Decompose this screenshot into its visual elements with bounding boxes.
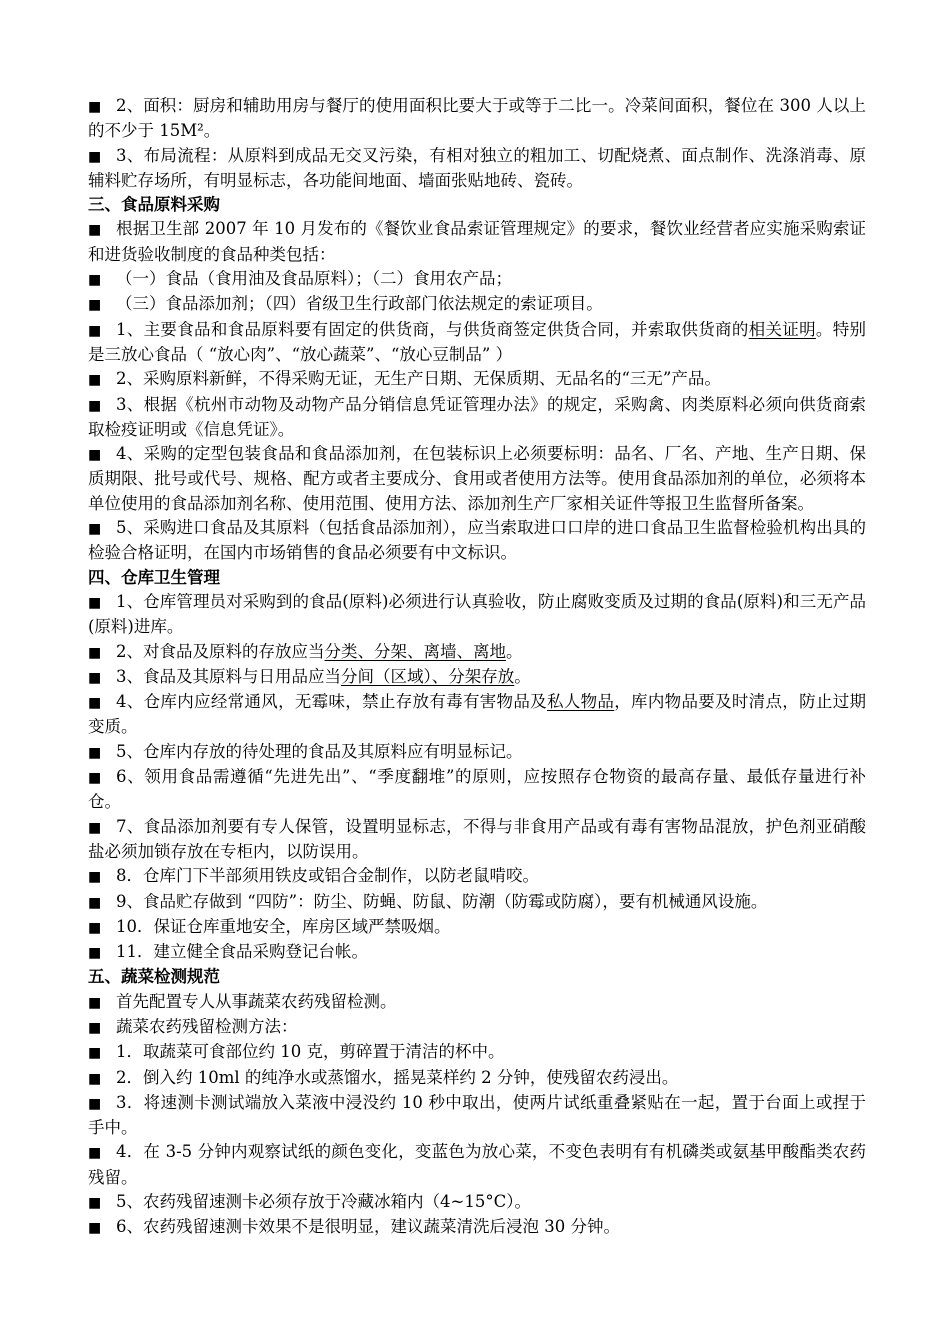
bullet-paragraph	[88, 367, 866, 392]
paragraph-text: 4、采购的定型包装食品和食品添加剂，在包装标识上必须要标明：品名、厂名、产地、生产日期、保质期限、批号或代号、规格、配方或者主要成分、食用或者使用方法等。使用食品添加剂的单位，必须将本单位使用的食品添加剂名称、使用范围、使用方法、添加剂生产厂家相关证件等报卫生监督所备案。	[88, 444, 866, 513]
square-bullet-icon: ■	[88, 695, 102, 712]
square-bullet-icon: ■	[88, 322, 102, 339]
bullet-paragraph	[88, 1140, 866, 1190]
bullet-paragraph	[88, 292, 866, 317]
paragraph-text: 7、食品添加剂要有专人保管，设置明显标志，不得与非食用产品或有毒有害物品混放，护色剂亚硝酸盐必须加锁存放在专柜内，以防误用。	[88, 816, 866, 861]
paragraph-text: 5、仓库内存放的待处理的食品及其原料应有明显标记。	[116, 741, 523, 761]
paragraph-text: 2、采购原料新鲜，不得采购无证，无生产日期、无保质期、无品名的“三无”产品。	[116, 369, 721, 389]
bullet-paragraph	[88, 217, 866, 267]
square-bullet-icon: ■	[88, 521, 102, 538]
square-bullet-icon: ■	[88, 919, 102, 936]
square-bullet-icon: ■	[88, 869, 102, 886]
paragraph-text: 根据卫生部 2007 年 10 月发布的《餐饮业食品索证管理规定》的要求，餐饮业经营者应实施采购索证和进货验收制度的食品种类包括：	[88, 219, 866, 264]
bullet-paragraph	[88, 1215, 866, 1240]
square-bullet-icon: ■	[88, 1019, 102, 1036]
bullet-paragraph	[88, 590, 866, 640]
square-bullet-icon: ■	[88, 594, 102, 611]
paragraph-text: 首先配置专人从事蔬菜农药残留检测。	[116, 991, 397, 1011]
square-bullet-icon: ■	[88, 148, 102, 165]
bullet-paragraph	[88, 665, 866, 690]
paragraph-text: 6、农药残留速测卡效果不是很明显，建议蔬菜清洗后浸泡 30 分钟。	[116, 1217, 620, 1237]
paragraph-text: 1、仓库管理员对采购到的食品(原料)必须进行认真验收，防止腐败变质及过期的食品(原料)和三无产品(原料)进库。	[88, 591, 866, 637]
bullet-paragraph	[88, 1066, 866, 1091]
square-bullet-icon: ■	[88, 297, 102, 314]
paragraph-text: 3、根据《杭州市动物及动物产品分销信息凭证管理办法》的规定，采购禽、肉类原料必须向供货商索取检疫证明或《信息凭证》。	[88, 394, 866, 439]
square-bullet-icon: ■	[88, 644, 102, 661]
section-heading: 三、食品原料采购	[88, 195, 220, 215]
square-bullet-icon: ■	[88, 397, 102, 414]
paragraph-text: （三）食品添加剂；（四）省级卫生行政部门依法规定的索证项目。	[116, 294, 603, 314]
square-bullet-icon: ■	[88, 770, 102, 787]
paragraph-text: 10．保证仓库重地安全，库房区域严禁吸烟。	[116, 916, 451, 936]
bullet-paragraph	[88, 915, 866, 940]
paragraph-text: 2、对食品及原料的存放应当	[116, 641, 325, 661]
paragraph-text: 4．在 3-5 分钟内观察试纸的颜色变化，变蓝色为放心菜，不变色表明有有机磷类或氨基甲酸酯类农药残留。	[88, 1142, 866, 1187]
square-bullet-icon: ■	[88, 99, 102, 115]
bullet-paragraph	[88, 94, 866, 144]
bullet-paragraph	[88, 890, 866, 915]
paragraph-text: 3、食品及其原料与日用品应当	[116, 666, 341, 686]
paragraph-text: 3．将速测卡测试端放入菜液中浸没约 10 秒中取出，使两片试纸重叠紧贴在一起，置于台面上或捏于手中。	[88, 1092, 866, 1138]
paragraph-text: 4、仓库内应经常通风，无霉味，禁止存放有毒有害物品及	[116, 692, 547, 712]
square-bullet-icon: ■	[88, 1145, 102, 1162]
square-bullet-icon: ■	[88, 945, 102, 962]
paragraph-text: 9、食品贮存做到 “四防”：防尘、防蝇、防鼠、防潮（防霉或防腐），要有机械通风设施。	[116, 891, 768, 911]
bullet-paragraph	[88, 765, 866, 815]
bullet-paragraph	[88, 990, 866, 1015]
square-bullet-icon: ■	[88, 272, 102, 289]
section-heading: 五、蔬菜检测规范	[88, 967, 220, 987]
bullet-paragraph	[88, 740, 866, 765]
paragraph-text: 2．倒入约 10ml 的纯净水或蒸馏水，摇晃菜样约 2 分钟，使残留农药浸出。	[116, 1067, 679, 1087]
paragraph-text: 蔬菜农药残留检测方法：	[116, 1016, 298, 1036]
paragraph-text: 1、主要食品和食品原料要有固定的供货商，与供货商签定供货合同，并索取供货商的	[116, 319, 749, 339]
bullet-paragraph	[88, 318, 866, 368]
square-bullet-icon: ■	[88, 1220, 102, 1237]
bullet-paragraph	[88, 144, 866, 194]
square-bullet-icon: ■	[88, 1195, 102, 1212]
underlined-text: 分类、分架、离墙、离地	[324, 641, 506, 661]
paragraph-text: 。	[506, 641, 523, 661]
square-bullet-icon: ■	[88, 1045, 102, 1062]
paragraph-text: 2、面积：厨房和辅助用房与餐厅的使用面积比要大于或等于二比一。冷菜间面积，餐位在 300 人以上的不少于 15M²。	[88, 96, 866, 141]
paragraph-text: 6、领用食品需遵循“先进先出”、“季度翻堆”的原则，应按照存仓物资的最高存量、最低存量进行补仓。	[88, 767, 866, 812]
bullet-paragraph	[88, 1040, 866, 1065]
bullet-paragraph	[88, 864, 866, 889]
square-bullet-icon: ■	[88, 819, 102, 836]
bullet-paragraph	[88, 815, 866, 865]
bullet-paragraph	[88, 1015, 866, 1040]
square-bullet-icon: ■	[88, 669, 102, 686]
bullet-paragraph	[88, 940, 866, 965]
bullet-paragraph	[88, 690, 866, 740]
paragraph-text: 。	[514, 666, 531, 686]
paragraph-text: ，库内物品要及时清点，防止过期变质。	[88, 692, 867, 737]
square-bullet-icon: ■	[88, 1070, 102, 1087]
bullet-paragraph	[88, 1091, 866, 1141]
bullet-paragraph	[88, 393, 866, 443]
bullet-paragraph	[88, 267, 866, 292]
paragraph-text: 。特别是三放心食品（ “放心肉”、“放心蔬菜”、“放心豆制品” ）	[88, 319, 867, 364]
paragraph-text: 8．仓库门下半部须用铁皮或铝合金制作，以防老鼠啃咬。	[116, 866, 539, 886]
square-bullet-icon: ■	[88, 372, 102, 389]
section-heading: 四、仓库卫生管理	[88, 567, 220, 587]
bullet-paragraph	[88, 442, 866, 516]
paragraph-text: （一）食品（食用油及食品原料）；（二）食用农产品；	[116, 269, 512, 289]
bullet-paragraph	[88, 516, 866, 566]
bullet-paragraph	[88, 640, 866, 665]
underlined-text: 相关证明	[748, 319, 816, 339]
underlined-text: 分间（区域）、分架存放	[341, 666, 515, 686]
document-body	[88, 94, 866, 1241]
square-bullet-icon: ■	[88, 222, 102, 239]
square-bullet-icon: ■	[88, 994, 102, 1011]
square-bullet-icon: ■	[88, 744, 102, 761]
underlined-text: 私人物品	[546, 692, 615, 712]
square-bullet-icon: ■	[88, 1095, 102, 1112]
square-bullet-icon: ■	[88, 894, 102, 911]
paragraph-text: 11．建立健全食品采购登记台帐。	[116, 942, 368, 962]
paragraph-text: 1．取蔬菜可食部位约 10 克，剪碎置于清洁的杯中。	[116, 1042, 505, 1062]
paragraph-text: 5、农药残留速测卡必须存放于冷藏冰箱内（4~15°C）。	[116, 1192, 531, 1212]
paragraph-text: 3、布局流程：从原料到成品无交叉污染，有相对独立的粗加工、切配烧煮、面点制作、洗涤消毒、原辅料贮存场所，有明显标志，各功能间地面、墙面张贴地砖、瓷砖。	[88, 145, 866, 190]
square-bullet-icon: ■	[88, 447, 102, 464]
paragraph-text: 5、采购进口食品及其原料（包括食品添加剂），应当索取进口口岸的进口食品卫生监督检验机构出具的检验合格证明，在国内市场销售的食品必须要有中文标识。	[88, 518, 866, 563]
bullet-paragraph	[88, 1190, 866, 1215]
